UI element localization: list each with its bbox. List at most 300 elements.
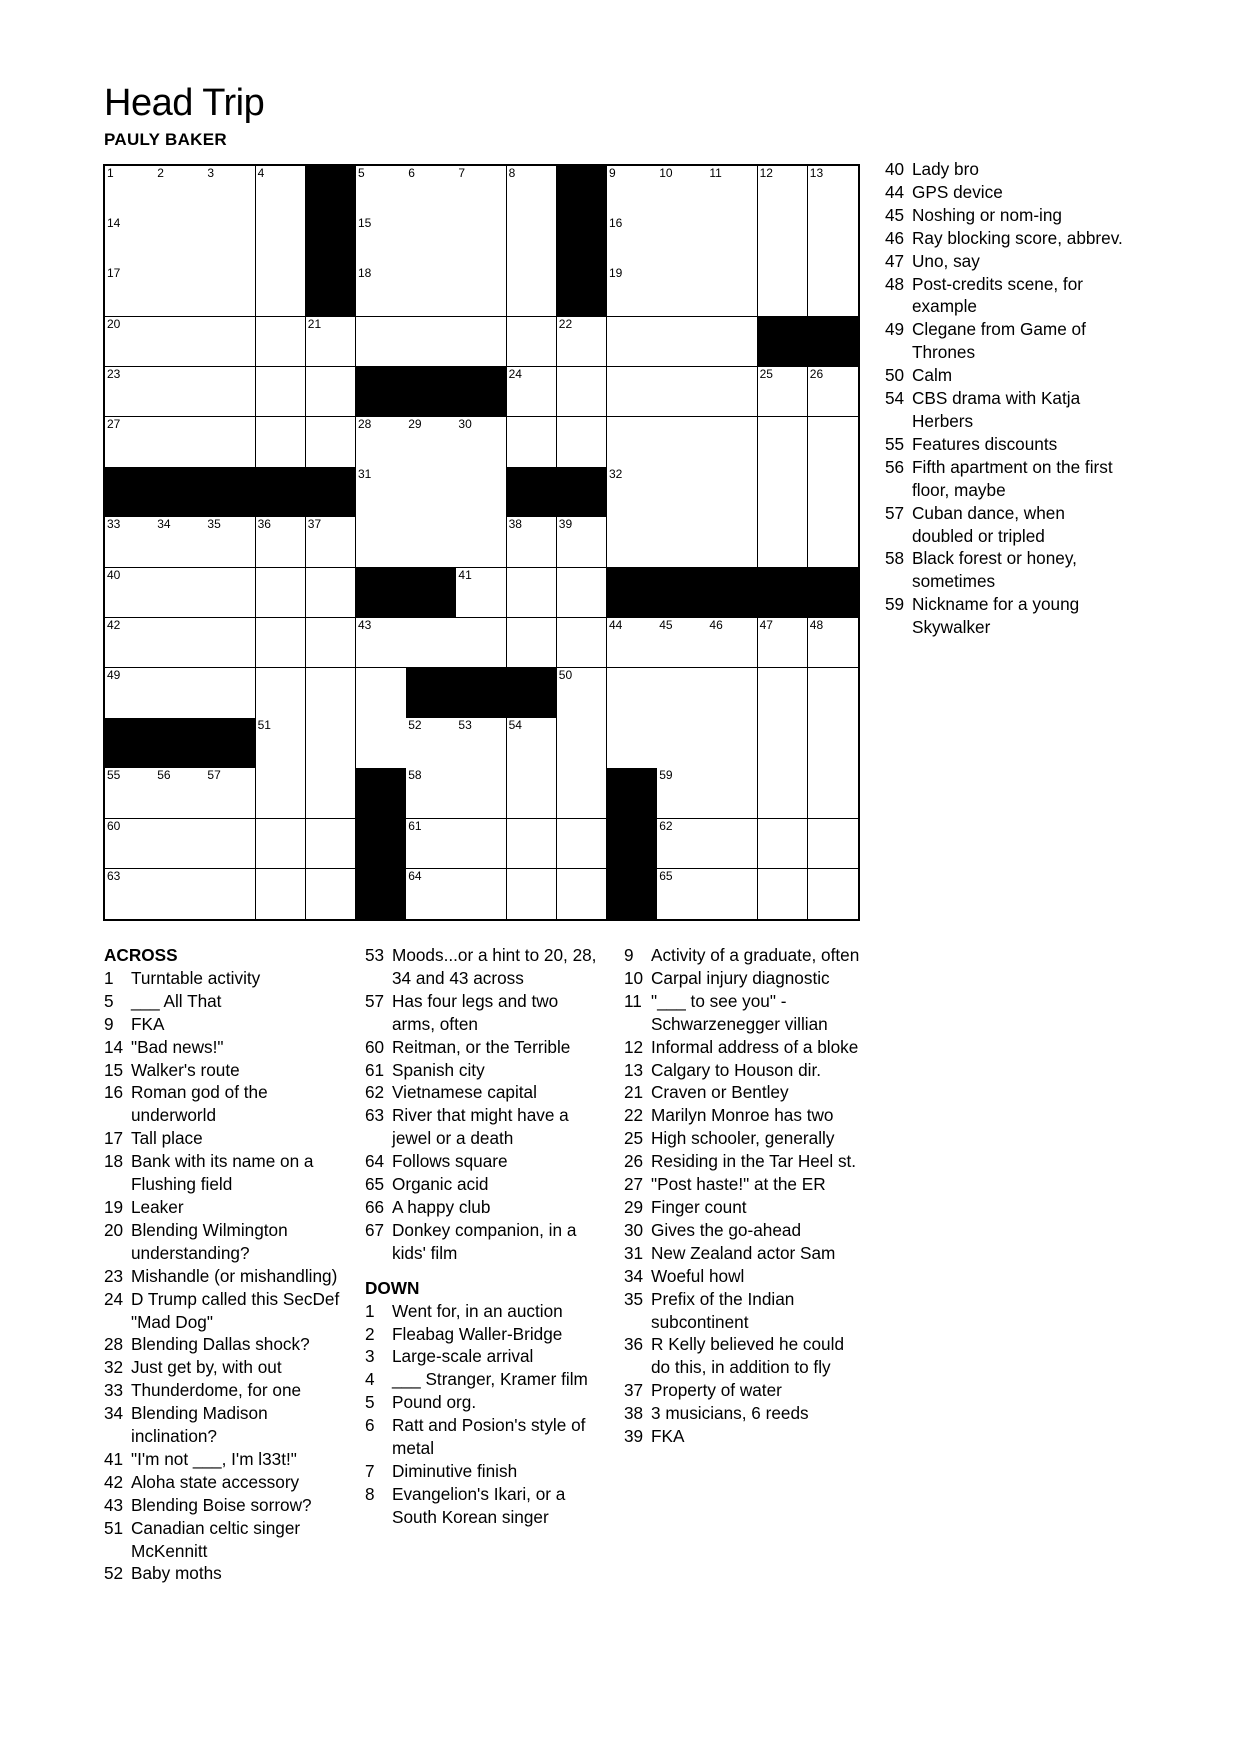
grid-cell[interactable] bbox=[456, 166, 507, 217]
grid-cell[interactable] bbox=[557, 618, 608, 669]
cell-number: 27 bbox=[107, 417, 121, 431]
grid-cell[interactable] bbox=[456, 216, 507, 267]
clue-number: 48 bbox=[885, 273, 905, 294]
clue-item bbox=[365, 1414, 597, 1460]
clue-text: Spanish city bbox=[392, 1059, 485, 1080]
grid-block bbox=[155, 467, 206, 518]
grid-cell[interactable] bbox=[707, 266, 758, 317]
grid-cell[interactable] bbox=[155, 668, 206, 719]
grid-cell[interactable] bbox=[808, 768, 858, 819]
grid-cell[interactable] bbox=[406, 317, 457, 368]
clue-text: ___ Stranger, Kramer film bbox=[392, 1369, 588, 1390]
grid-cell[interactable] bbox=[657, 417, 708, 468]
grid-cell[interactable] bbox=[256, 367, 307, 418]
crossword-grid bbox=[103, 164, 860, 921]
cell-number: 1 bbox=[107, 166, 114, 180]
clue-item bbox=[104, 1196, 344, 1219]
grid-cell[interactable] bbox=[155, 618, 206, 669]
grid-cell[interactable] bbox=[607, 517, 658, 568]
clue-item bbox=[104, 1013, 344, 1036]
cell-number: 11 bbox=[709, 166, 722, 180]
clue-number: 49 bbox=[885, 319, 905, 340]
grid-cell[interactable] bbox=[205, 317, 256, 368]
clue-number: 33 bbox=[104, 1380, 124, 1401]
grid-cell[interactable] bbox=[507, 166, 558, 217]
grid-cell[interactable] bbox=[205, 768, 256, 819]
clue-text: Residing in the Tar Heel st. bbox=[651, 1151, 857, 1172]
grid-cell[interactable] bbox=[707, 417, 758, 468]
grid-cell[interactable] bbox=[758, 869, 809, 919]
clue-column-2 bbox=[365, 944, 597, 1529]
grid-cell[interactable] bbox=[155, 417, 206, 468]
clue-number: 61 bbox=[365, 1059, 385, 1080]
clue-item bbox=[885, 181, 1125, 204]
grid-cell[interactable] bbox=[256, 568, 307, 619]
grid-cell[interactable] bbox=[707, 768, 758, 819]
grid-cell[interactable] bbox=[205, 367, 256, 418]
clue-item bbox=[365, 1323, 597, 1346]
grid-cell[interactable] bbox=[557, 517, 608, 568]
grid-cell[interactable] bbox=[456, 467, 507, 518]
clue-number: 26 bbox=[624, 1151, 644, 1172]
grid-cell[interactable] bbox=[205, 417, 256, 468]
grid-cell[interactable] bbox=[707, 367, 758, 418]
grid-cell[interactable] bbox=[105, 367, 156, 418]
grid-cell[interactable] bbox=[105, 417, 156, 468]
grid-cell[interactable] bbox=[557, 819, 608, 870]
cell-number: 20 bbox=[107, 316, 121, 331]
grid-cell[interactable] bbox=[507, 317, 558, 368]
grid-cell[interactable] bbox=[456, 618, 507, 669]
clue-text: Ratt and Posion's style of metal bbox=[392, 1415, 586, 1459]
cell-number: 61 bbox=[408, 818, 422, 833]
cell-number: 44 bbox=[609, 617, 623, 632]
grid-cell[interactable] bbox=[406, 819, 457, 870]
grid-cell[interactable] bbox=[205, 266, 256, 317]
grid-cell[interactable] bbox=[808, 166, 858, 217]
grid-cell[interactable] bbox=[356, 417, 407, 468]
grid-cell[interactable] bbox=[657, 819, 708, 870]
grid-cell[interactable] bbox=[105, 768, 156, 819]
clue-item bbox=[104, 1036, 344, 1059]
grid-cell[interactable] bbox=[808, 718, 858, 769]
grid-block bbox=[155, 718, 206, 769]
clue-item bbox=[104, 1517, 344, 1563]
clue-text: D Trump called this SecDef "Mad Dog" bbox=[131, 1288, 340, 1332]
grid-cell[interactable] bbox=[155, 869, 206, 919]
cell-number: 29 bbox=[408, 417, 422, 431]
grid-cell[interactable] bbox=[808, 819, 858, 870]
grid-cell[interactable] bbox=[808, 266, 858, 317]
grid-cell[interactable] bbox=[406, 216, 457, 267]
grid-cell[interactable] bbox=[507, 768, 558, 819]
grid-cell[interactable] bbox=[707, 869, 758, 919]
grid-cell[interactable] bbox=[657, 869, 708, 919]
grid-cell[interactable] bbox=[306, 819, 357, 870]
clue-item bbox=[365, 1150, 597, 1173]
clue-number: 65 bbox=[365, 1174, 385, 1195]
clue-item bbox=[885, 456, 1125, 502]
grid-cell[interactable] bbox=[657, 517, 708, 568]
grid-cell[interactable] bbox=[356, 718, 407, 769]
clue-text: Gives the go-ahead bbox=[651, 1219, 802, 1240]
grid-cell[interactable] bbox=[607, 718, 658, 769]
clue-text: R Kelly believed he could do this, in addition to fly bbox=[651, 1334, 844, 1378]
cell-number: 46 bbox=[709, 617, 723, 632]
grid-cell[interactable] bbox=[155, 266, 206, 317]
clue-text: New Zealand actor Sam bbox=[651, 1242, 836, 1263]
clue-item bbox=[365, 1368, 597, 1391]
grid-cell[interactable] bbox=[808, 216, 858, 267]
clue-text: Carpal injury diagnostic bbox=[651, 967, 830, 988]
grid-cell[interactable] bbox=[256, 819, 307, 870]
grid-cell[interactable] bbox=[657, 668, 708, 719]
grid-cell[interactable] bbox=[105, 517, 156, 568]
grid-cell[interactable] bbox=[306, 869, 357, 919]
clue-number: 67 bbox=[365, 1219, 385, 1240]
cell-number: 38 bbox=[508, 517, 522, 532]
grid-block bbox=[356, 869, 407, 919]
grid-cell[interactable] bbox=[356, 668, 407, 719]
grid-cell[interactable] bbox=[557, 869, 608, 919]
clue-item bbox=[104, 1379, 344, 1402]
grid-cell[interactable] bbox=[205, 517, 256, 568]
clue-number: 5 bbox=[365, 1392, 375, 1413]
cell-number: 42 bbox=[107, 617, 121, 632]
grid-cell[interactable] bbox=[607, 668, 658, 719]
grid-cell[interactable] bbox=[507, 869, 558, 919]
grid-cell[interactable] bbox=[657, 266, 708, 317]
grid-cell[interactable] bbox=[707, 166, 758, 217]
clue-text: Blending Madison inclination? bbox=[131, 1403, 268, 1447]
clue-number: 55 bbox=[885, 433, 905, 454]
clue-text: Black forest or honey, sometimes bbox=[912, 548, 1077, 592]
grid-cell[interactable] bbox=[808, 869, 858, 919]
clue-item bbox=[624, 1059, 860, 1082]
clue-number: 22 bbox=[624, 1105, 644, 1126]
grid-cell[interactable] bbox=[507, 819, 558, 870]
grid-cell[interactable] bbox=[205, 618, 256, 669]
grid-cell[interactable] bbox=[105, 568, 156, 619]
clue-number: 30 bbox=[624, 1219, 644, 1240]
grid-cell[interactable] bbox=[507, 367, 558, 418]
grid-cell[interactable] bbox=[557, 768, 608, 819]
grid-cell[interactable] bbox=[105, 618, 156, 669]
grid-cell[interactable] bbox=[657, 317, 708, 368]
clue-text: Evangelion's Ikari, or a South Korean singer bbox=[392, 1483, 566, 1527]
grid-cell[interactable] bbox=[507, 216, 558, 267]
grid-cell[interactable] bbox=[707, 517, 758, 568]
grid-cell[interactable] bbox=[657, 718, 708, 769]
clue-number: 34 bbox=[624, 1265, 644, 1286]
cell-number: 19 bbox=[609, 266, 623, 281]
clue-item bbox=[885, 273, 1125, 319]
grid-block bbox=[657, 568, 708, 619]
grid-cell[interactable] bbox=[758, 367, 809, 418]
grid-cell[interactable] bbox=[507, 618, 558, 669]
grid-cell[interactable] bbox=[557, 718, 608, 769]
grid-cell[interactable] bbox=[607, 216, 658, 267]
grid-cell[interactable] bbox=[155, 367, 206, 418]
grid-cell[interactable] bbox=[105, 668, 156, 719]
grid-cell[interactable] bbox=[456, 768, 507, 819]
cell-number: 26 bbox=[809, 366, 824, 381]
grid-cell[interactable] bbox=[306, 768, 357, 819]
clue-text: Leaker bbox=[131, 1196, 184, 1217]
grid-cell[interactable] bbox=[356, 216, 407, 267]
grid-cell[interactable] bbox=[406, 517, 457, 568]
clue-item bbox=[104, 1562, 344, 1585]
grid-cell[interactable] bbox=[707, 718, 758, 769]
clue-item bbox=[365, 1081, 597, 1104]
clue-item bbox=[624, 1036, 860, 1059]
grid-cell[interactable] bbox=[808, 668, 858, 719]
grid-cell[interactable] bbox=[306, 317, 357, 368]
cell-number: 54 bbox=[508, 718, 522, 733]
grid-cell[interactable] bbox=[155, 768, 206, 819]
grid-cell[interactable] bbox=[507, 517, 558, 568]
grid-cell[interactable] bbox=[306, 568, 357, 619]
grid-cell[interactable] bbox=[808, 417, 858, 468]
cell-number: 24 bbox=[508, 366, 522, 381]
grid-cell[interactable] bbox=[256, 869, 307, 919]
grid-cell[interactable] bbox=[808, 517, 858, 568]
grid-cell[interactable] bbox=[155, 317, 206, 368]
grid-cell[interactable] bbox=[205, 869, 256, 919]
grid-cell[interactable] bbox=[607, 618, 658, 669]
grid-cell[interactable] bbox=[406, 417, 457, 468]
grid-cell[interactable] bbox=[607, 367, 658, 418]
clue-text: Clegane from Game of Thrones bbox=[912, 319, 1086, 363]
grid-cell[interactable] bbox=[406, 718, 457, 769]
grid-cell[interactable] bbox=[406, 266, 457, 317]
grid-cell[interactable] bbox=[607, 166, 658, 217]
grid-cell[interactable] bbox=[657, 768, 708, 819]
grid-cell[interactable] bbox=[406, 166, 457, 217]
clue-text: Baby moths bbox=[131, 1563, 222, 1584]
grid-cell[interactable] bbox=[557, 568, 608, 619]
grid-cell[interactable] bbox=[356, 317, 407, 368]
grid-cell[interactable] bbox=[205, 668, 256, 719]
clue-number: 19 bbox=[104, 1196, 124, 1217]
clue-text: Cuban dance, when doubled or tripled bbox=[912, 502, 1065, 546]
grid-cell[interactable] bbox=[758, 417, 809, 468]
clue-item bbox=[104, 1494, 344, 1517]
grid-cell[interactable] bbox=[456, 568, 507, 619]
grid-cell[interactable] bbox=[105, 819, 156, 870]
grid-cell[interactable] bbox=[808, 467, 858, 518]
grid-cell[interactable] bbox=[256, 517, 307, 568]
grid-cell[interactable] bbox=[657, 166, 708, 217]
clue-item bbox=[104, 1288, 344, 1334]
grid-cell[interactable] bbox=[306, 417, 357, 468]
grid-block bbox=[557, 216, 608, 267]
grid-cell[interactable] bbox=[205, 568, 256, 619]
grid-cell[interactable] bbox=[356, 618, 407, 669]
grid-cell[interactable] bbox=[758, 166, 809, 217]
clue-item bbox=[365, 990, 597, 1036]
grid-cell[interactable] bbox=[808, 618, 858, 669]
clue-item bbox=[885, 318, 1125, 364]
clue-text: Woeful howl bbox=[651, 1265, 745, 1286]
grid-cell[interactable] bbox=[758, 467, 809, 518]
clue-number: 7 bbox=[365, 1460, 375, 1481]
cell-number: 6 bbox=[408, 166, 415, 180]
grid-cell[interactable] bbox=[406, 869, 457, 919]
grid-cell[interactable] bbox=[657, 367, 708, 418]
grid-cell[interactable] bbox=[657, 618, 708, 669]
grid-cell[interactable] bbox=[356, 166, 407, 217]
cell-number: 48 bbox=[809, 617, 824, 632]
grid-cell[interactable] bbox=[707, 618, 758, 669]
clue-number: 41 bbox=[104, 1448, 124, 1469]
grid-cell[interactable] bbox=[155, 517, 206, 568]
grid-cell[interactable] bbox=[507, 266, 558, 317]
grid-cell[interactable] bbox=[657, 216, 708, 267]
grid-cell[interactable] bbox=[306, 367, 357, 418]
grid-cell[interactable] bbox=[256, 618, 307, 669]
grid-cell[interactable] bbox=[758, 618, 809, 669]
grid-cell[interactable] bbox=[256, 266, 307, 317]
grid-cell[interactable] bbox=[607, 317, 658, 368]
cell-number: 56 bbox=[157, 768, 171, 783]
clue-item bbox=[885, 250, 1125, 273]
grid-cell[interactable] bbox=[607, 417, 658, 468]
clue-item bbox=[104, 1219, 344, 1265]
clue-number: 12 bbox=[624, 1036, 644, 1057]
clue-text: Has four legs and two arms, often bbox=[392, 990, 559, 1034]
grid-cell[interactable] bbox=[758, 668, 809, 719]
grid-cell[interactable] bbox=[758, 718, 809, 769]
grid-cell[interactable] bbox=[758, 819, 809, 870]
clue-number: 17 bbox=[104, 1128, 124, 1149]
grid-cell[interactable] bbox=[406, 768, 457, 819]
cell-number: 58 bbox=[408, 768, 422, 783]
clue-number: 9 bbox=[624, 945, 634, 965]
clue-number: 3 bbox=[365, 1346, 375, 1367]
clue-number: 50 bbox=[885, 365, 905, 386]
grid-cell[interactable] bbox=[155, 819, 206, 870]
grid-cell[interactable] bbox=[256, 317, 307, 368]
cell-number: 52 bbox=[408, 718, 422, 733]
cell-number: 50 bbox=[558, 668, 573, 682]
grid-cell[interactable] bbox=[155, 216, 206, 267]
grid-cell[interactable] bbox=[356, 517, 407, 568]
cell-number: 60 bbox=[107, 818, 121, 833]
cell-number: 34 bbox=[157, 517, 171, 532]
grid-cell[interactable] bbox=[557, 417, 608, 468]
clue-text: Follows square bbox=[392, 1151, 508, 1172]
grid-cell[interactable] bbox=[456, 517, 507, 568]
clue-number: 21 bbox=[624, 1082, 644, 1103]
clue-text: Blending Wilmington understanding? bbox=[131, 1219, 288, 1263]
grid-cell[interactable] bbox=[707, 216, 758, 267]
grid-cell[interactable] bbox=[306, 517, 357, 568]
clue-column-3 bbox=[624, 944, 860, 1448]
grid-cell[interactable] bbox=[607, 266, 658, 317]
grid-cell[interactable] bbox=[205, 819, 256, 870]
grid-cell[interactable] bbox=[758, 266, 809, 317]
grid-cell[interactable] bbox=[808, 367, 858, 418]
grid-cell[interactable] bbox=[557, 317, 608, 368]
down-header: DOWN bbox=[365, 1277, 420, 1298]
grid-cell[interactable] bbox=[456, 417, 507, 468]
grid-cell[interactable] bbox=[507, 417, 558, 468]
grid-cell[interactable] bbox=[758, 768, 809, 819]
grid-cell[interactable] bbox=[657, 467, 708, 518]
grid-cell[interactable] bbox=[707, 819, 758, 870]
grid-cell[interactable] bbox=[105, 869, 156, 919]
grid-cell[interactable] bbox=[306, 718, 357, 769]
grid-cell[interactable] bbox=[456, 718, 507, 769]
grid-cell[interactable] bbox=[155, 166, 206, 217]
grid-cell[interactable] bbox=[356, 467, 407, 518]
grid-cell[interactable] bbox=[557, 367, 608, 418]
grid-cell[interactable] bbox=[105, 166, 156, 217]
clue-text: Canadian celtic singer McKennitt bbox=[131, 1517, 301, 1561]
grid-cell[interactable] bbox=[456, 819, 507, 870]
grid-cell[interactable] bbox=[707, 668, 758, 719]
grid-cell[interactable] bbox=[306, 618, 357, 669]
grid-cell[interactable] bbox=[256, 718, 307, 769]
grid-cell[interactable] bbox=[105, 317, 156, 368]
grid-cell[interactable] bbox=[306, 668, 357, 719]
grid-cell[interactable] bbox=[105, 216, 156, 267]
grid-block bbox=[456, 668, 507, 719]
clue-text: Organic acid bbox=[392, 1174, 489, 1195]
clue-item bbox=[885, 593, 1125, 639]
cell-number: 37 bbox=[307, 517, 322, 532]
cell-number: 30 bbox=[458, 417, 472, 431]
grid-cell[interactable] bbox=[707, 467, 758, 518]
grid-cell[interactable] bbox=[205, 216, 256, 267]
clue-number: 31 bbox=[624, 1242, 644, 1263]
grid-cell[interactable] bbox=[256, 417, 307, 468]
cell-number: 16 bbox=[609, 216, 623, 231]
grid-cell[interactable] bbox=[205, 166, 256, 217]
grid-cell[interactable] bbox=[557, 668, 608, 719]
cell-number: 12 bbox=[759, 166, 773, 180]
grid-cell[interactable] bbox=[256, 216, 307, 267]
grid-cell[interactable] bbox=[456, 317, 507, 368]
grid-cell[interactable] bbox=[456, 869, 507, 919]
grid-block bbox=[808, 317, 858, 368]
clue-item bbox=[885, 387, 1125, 433]
grid-cell[interactable] bbox=[406, 467, 457, 518]
grid-cell[interactable] bbox=[507, 718, 558, 769]
grid-cell[interactable] bbox=[758, 517, 809, 568]
grid-cell[interactable] bbox=[707, 317, 758, 368]
grid-cell[interactable] bbox=[356, 266, 407, 317]
grid-cell[interactable] bbox=[105, 266, 156, 317]
clue-item bbox=[365, 1345, 597, 1368]
grid-cell[interactable] bbox=[507, 568, 558, 619]
clue-text: Informal address of a bloke bbox=[651, 1036, 859, 1057]
grid-cell[interactable] bbox=[256, 768, 307, 819]
clue-text: FKA bbox=[131, 1013, 165, 1034]
clue-text: Fifth apartment on the first floor, maybe bbox=[912, 456, 1113, 500]
grid-cell[interactable] bbox=[456, 266, 507, 317]
clue-text: "Post haste!" at the ER bbox=[651, 1174, 826, 1195]
grid-cell[interactable] bbox=[155, 568, 206, 619]
cell-number: 51 bbox=[257, 718, 271, 733]
cell-number: 25 bbox=[759, 366, 773, 381]
grid-cell[interactable] bbox=[758, 216, 809, 267]
grid-cell[interactable] bbox=[256, 166, 307, 217]
grid-cell[interactable] bbox=[406, 618, 457, 669]
grid-cell[interactable] bbox=[256, 668, 307, 719]
grid-cell[interactable] bbox=[607, 467, 658, 518]
